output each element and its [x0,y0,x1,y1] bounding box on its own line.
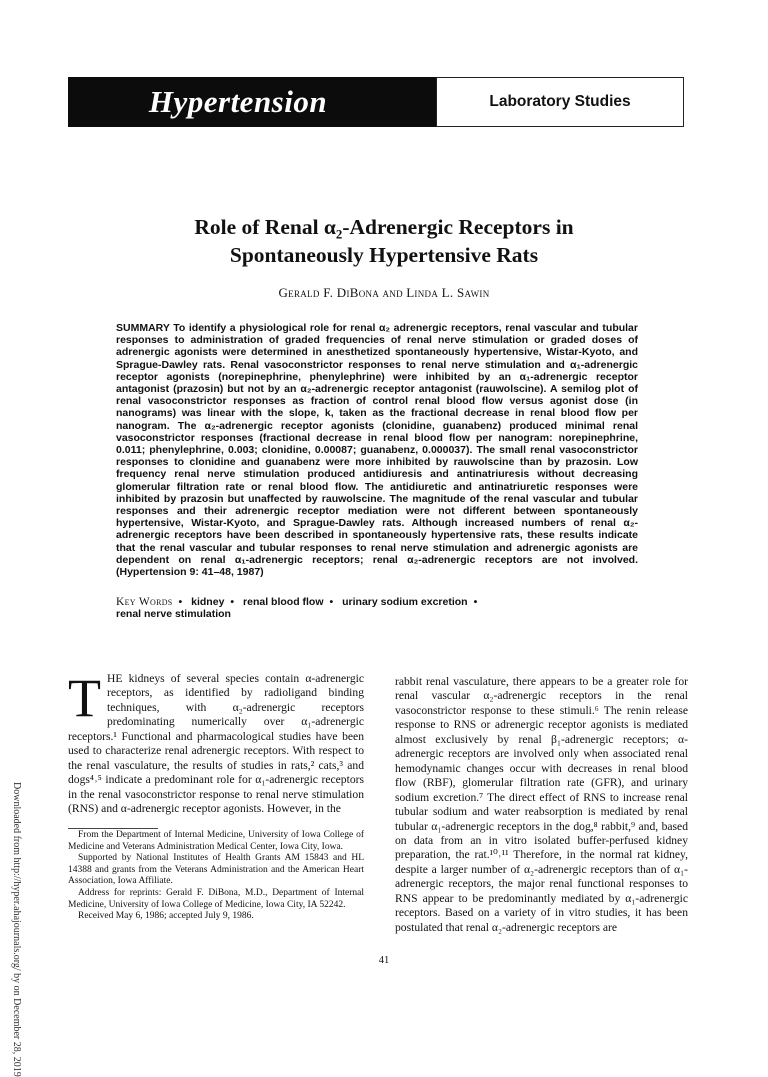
footnote: Address for reprints: Gerald F. DiBona, M.D., Department of Internal Medicine, University of Iowa College of Medicine, Iowa City, IA 52242. [68,887,364,910]
abstract-summary: SUMMARY To identify a physiological role for renal α₂ adrenergic receptors, renal vascular and tubular responses to administration of graded frequencies of renal nerve stimulation or graded doses of adrenergic agonists were determined in anesthetized spontaneously hypertensive, Wistar-Kyoto, and Sprague-Dawley rats. Renal vasoconstrictor responses to renal nerve stimulation and α₁-adrenergic receptor agonists (norepinephrine, phenylephrine) were inhibited by an α₁-adrenergic receptor antagonist (prazosin) but not by an α₂-adrenergic receptor antagonist (rauwolscine). A semilog plot of renal vasoconstrictor responses as fraction of control renal blood flow versus agonist dose (in nanograms) was linear with the slope, k, taken as the fractional decrease in renal blood flow per nanogram. The α₂-adrenergic receptor agonists (clonidine, guanabenz) produced minimal renal vasoconstrictor responses (fractional decrease in renal blood flow per nanogram: norepinephrine, 0.011; phenylephrine, 0.003; clonidine, 0.00087; guanabenz, 0.000037). The small renal vasoconstrictor responses to clonidine and guanabenz were more inhibited by rauwolscine than by prazosin. Low frequency renal nerve stimulation produced antidiuresis and antinatriuresis without decreasing glomerular filtration rate or renal blood flow. The antidiuretic and antinatriuretic responses were inhibited by prazosin but unaffected by rauwolscine. The magnitude of the renal vascular and tubular responses and their adrenergic receptor mediation were not different between spontaneously hypertensive, Wistar-Kyoto, and Sprague-Dawley rats. Although increased numbers of renal α₂-adrenergic receptors have been described in spontaneously hypertensive rats, these results indicate that the renal vascular and tubular responses to renal nerve stimulation and adrenergic agonists are dependent on renal α₁-adrenergic receptors; renal α₂-adrenergic receptors are not involved. (Hypertension 9: 41–48, 1987) [116,322,638,579]
body-text-left: HE kidneys of several species contain α-adrenergic receptors, as identified by radioligand binding techniques, with α₂-adrenergic receptors predominating numerically over α₁-adrenergic receptors.¹ Functional and pharmacological studies have been used to characterize renal adrenergic receptors. With respect to the renal vasculature, the results of studies in rats,² cats,³ and dogs⁴˒⁵ indicate a predominant role for α₁-adrenergic receptors in the renal vasoconstrictor response to renal nerve stimulation (RNS) and α-adrenergic receptor agonists. However, in the [68,672,364,816]
journal-banner [68,77,436,127]
title-line-1: Role of Renal α₂-Adrenergic Receptors in [194,215,574,239]
journal-header [68,77,684,127]
keyword-item: kidney [191,596,225,608]
title-line-2: Spontaneously Hypertensive Rats [229,243,539,267]
author-1: Gerald F. DiBona [278,285,380,300]
footnotes [68,830,364,923]
footnote-divider [68,828,158,829]
keyword-item: renal nerve stimulation [116,608,231,621]
authors [100,285,668,301]
keyword-item: urinary sodium excretion [342,596,468,608]
keyword-item: renal blood flow [243,596,324,608]
keywords: Key Words • kidney • renal blood flow • urinary sodium excretion • renal nerve stimulation [116,596,478,621]
page-number: 41 [378,955,390,966]
footnote: Supported by National Institutes of Health Grants AM 15843 and HL 14388 and grants from the Veterans Administration and the American Heart Association, Iowa Affiliate. [68,853,364,887]
keywords-label: Key Words [116,596,173,608]
author-conjunction: and [382,285,403,300]
drop-cap: T [68,668,101,728]
journal-name: Hypertension [148,84,328,119]
download-notice: Downloaded from http://hyper.ahajournals.org/ by on December 28, 2019 [11,782,22,1077]
author-2: Linda L. Sawin [406,285,490,300]
body-column-right: rabbit renal vasculature, there appears to be a greater role for renal vascular α₂-adrenergic receptors in the renal vasoconstrictor response to these stimuli.⁶ The renin release response to RNS or adrenergic receptor agonists is mediated almost exclusively by renal β₁-adrenergic receptors; α-adrenergic receptors are involved only when associated renal hemodynamic changes occur with decreases in renal blood flow (RBF), glomerular filtration rate (GFR), and urinary sodium excretion.⁷ The direct effect of RNS to increase renal tubular sodium and water reabsorption is mediated by renal tubular α₁-adrenergic receptors in the dog,⁸ rabbit,⁹ and, based on data from an in vitro isolated buffer-perfused kidney preparation, the rat.¹⁰˒¹¹ Therefore, in the normal rat kidney, despite a larger number of α₂-adrenergic receptors than of α₁-adrenergic receptors, the major renal functional responses to RNS appear to be predominantly mediated by α₁-adrenergic receptors. Based on a variety of in vitro studies, it has been postulated that renal α₂-adrenergic receptors are [395,675,688,934]
article-title [100,213,668,269]
footnote: Received May 6, 1986; accepted July 9, 1986. [78,911,254,922]
body-column-left [68,668,364,817]
footnote: From the Department of Internal Medicine, University of Iowa College of Medicine and Veterans Administration Medical Center, Iowa City, Iowa. [68,830,364,852]
section-label: Laboratory Studies [436,77,684,127]
